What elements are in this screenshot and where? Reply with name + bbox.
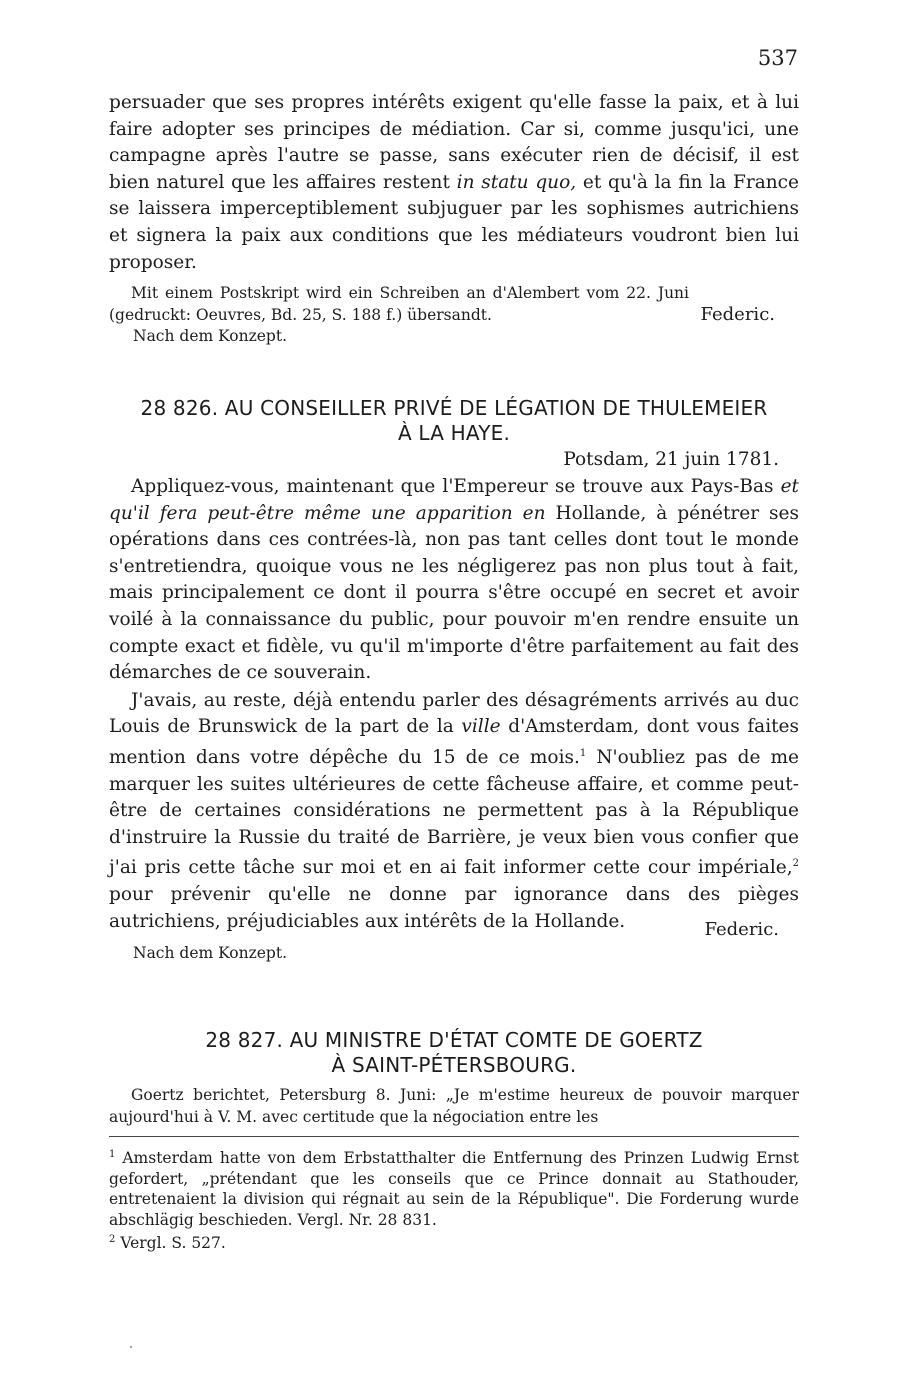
heading-line-1: 28 826. AU CONSEILLER PRIVÉ DE LÉGATION DE THULEMEIER bbox=[140, 396, 768, 420]
footnote-ref-1: 1 bbox=[579, 747, 587, 759]
letter-28827 bbox=[109, 1028, 799, 1128]
letter-heading bbox=[109, 1028, 799, 1078]
p2-italic: ville bbox=[461, 716, 501, 738]
footnote-1 bbox=[109, 1145, 799, 1230]
p1-text-a: Appliquez-vous, maintenant que l'Empereur se trouve aux Pays-Bas bbox=[131, 476, 781, 497]
footnote-text: Vergl. S. 527. bbox=[120, 1234, 226, 1253]
p1-text-b: Hollande, à pénétrer ses opérations dans ces contrées-là, non pas tant celles dont tout le monde s'entretiendra, quoique vous ne les négligerez pas non plus tout à fait, mais principalement ce dont il pourra s'être occupé en secret et avoir voilé à la connaissance du public, pour pouvoir m'en rendre ensuite un compte exact et fidèle, vu qu'il m'importe d'être parfaitement au fait des démarches de ce souverain. bbox=[109, 502, 799, 684]
footnote-rule bbox=[109, 1136, 799, 1137]
letter-28826 bbox=[109, 396, 799, 962]
source-note: Nach dem Konzept. bbox=[133, 327, 288, 346]
intro-italic: in statu quo, bbox=[456, 171, 577, 193]
footnote-2 bbox=[109, 1230, 799, 1254]
signature: Federic. bbox=[704, 919, 779, 941]
heading-line-2: À SAINT-PÉTERSBOURG. bbox=[331, 1053, 577, 1077]
footnotes bbox=[109, 1136, 799, 1254]
speck bbox=[130, 1346, 132, 1348]
postscript-note: Mit einem Postskript wird ein Schreiben an d'Alembert vom 22. Juni (gedruckt: Oeuvres, Bd. 25, S. 188 f.) übersandt. bbox=[109, 284, 689, 325]
source-note: Nach dem Konzept. bbox=[133, 944, 288, 963]
footnote-ref-2: 2 bbox=[792, 858, 799, 870]
signature: Federic. bbox=[700, 304, 775, 326]
p2-text-b: d'Amsterdam, dont vous faites mention dans votre dépêche du 15 de ce mois. bbox=[109, 716, 800, 769]
intro-paragraph bbox=[109, 90, 799, 276]
footnote-text: Amsterdam hatte von dem Erbstatthalter die Entfernung des Prinzen Ludwig Ernst gefordert, „prétendant que les conseils que ce Prince donnait au Stathouder, entretenaient la division qui régnait au sein de la République". Die Forderung wurde abschlägig beschieden. Vergl. Nr. 28 831. bbox=[109, 1149, 799, 1229]
footnote-mark: 1 bbox=[109, 1149, 116, 1160]
heading-line-1: 28 827. AU MINISTRE D'ÉTAT COMTE DE GOERTZ bbox=[205, 1028, 703, 1052]
p2-text-a: J'avais, au reste, déjà entendu parler des désagréments arrivés au duc Louis de Brunswick de la part de la bbox=[109, 689, 799, 738]
heading-line-2: À LA HAYE. bbox=[397, 421, 511, 445]
letter-date: Potsdam, 21 juin 1781. bbox=[563, 449, 779, 470]
letter-paragraph-2 bbox=[109, 688, 799, 936]
intro-section bbox=[109, 90, 799, 345]
letter-summary: Goertz berichtet, Petersburg 8. Juni: „Je m'estime heureux de pouvoir marquer aujourd'hui à V. M. avec certitude que la négociation entre les bbox=[109, 1086, 799, 1126]
page-number: 537 bbox=[757, 46, 798, 70]
intro-text-b: et qu'à la fin la France se laissera imperceptiblement subjuguer par les sophismes autrichiens et signera la paix aux conditions que les médiateurs voudront bien lui proposer. bbox=[109, 171, 799, 273]
intro-text-a: persuader que ses propres intérêts exigent qu'elle fasse la paix, et à lui faire adopter ses principes de médiation. Car si, comme jusqu'ici, une campagne après l'autre se passe, sans exécuter rien de décisif, il est bien naturel que les affaires restent bbox=[109, 92, 799, 193]
p2-text-c: N'oubliez pas de me marquer les suites ultérieures de cette fâcheuse affaire, et comme peut-être de certaines considérations ne permettent pas à la République d'instruire la Russie du traité de Barrière, je veux bien vous confier que j'ai pris cette tâche sur moi et en ai fait informer cette cour impériale, bbox=[109, 747, 799, 879]
footnote-mark: 2 bbox=[109, 1234, 116, 1246]
p2-text-d: pour prévenir qu'elle ne donne par ignorance dans des pièges autrichiens, préjudiciables aux intérêts de la Hollande. bbox=[109, 884, 799, 932]
letter-paragraph-1 bbox=[109, 474, 799, 687]
letter-heading bbox=[109, 396, 799, 446]
p1-italic: et qu'il fera peut-être même une apparition en bbox=[109, 476, 799, 524]
